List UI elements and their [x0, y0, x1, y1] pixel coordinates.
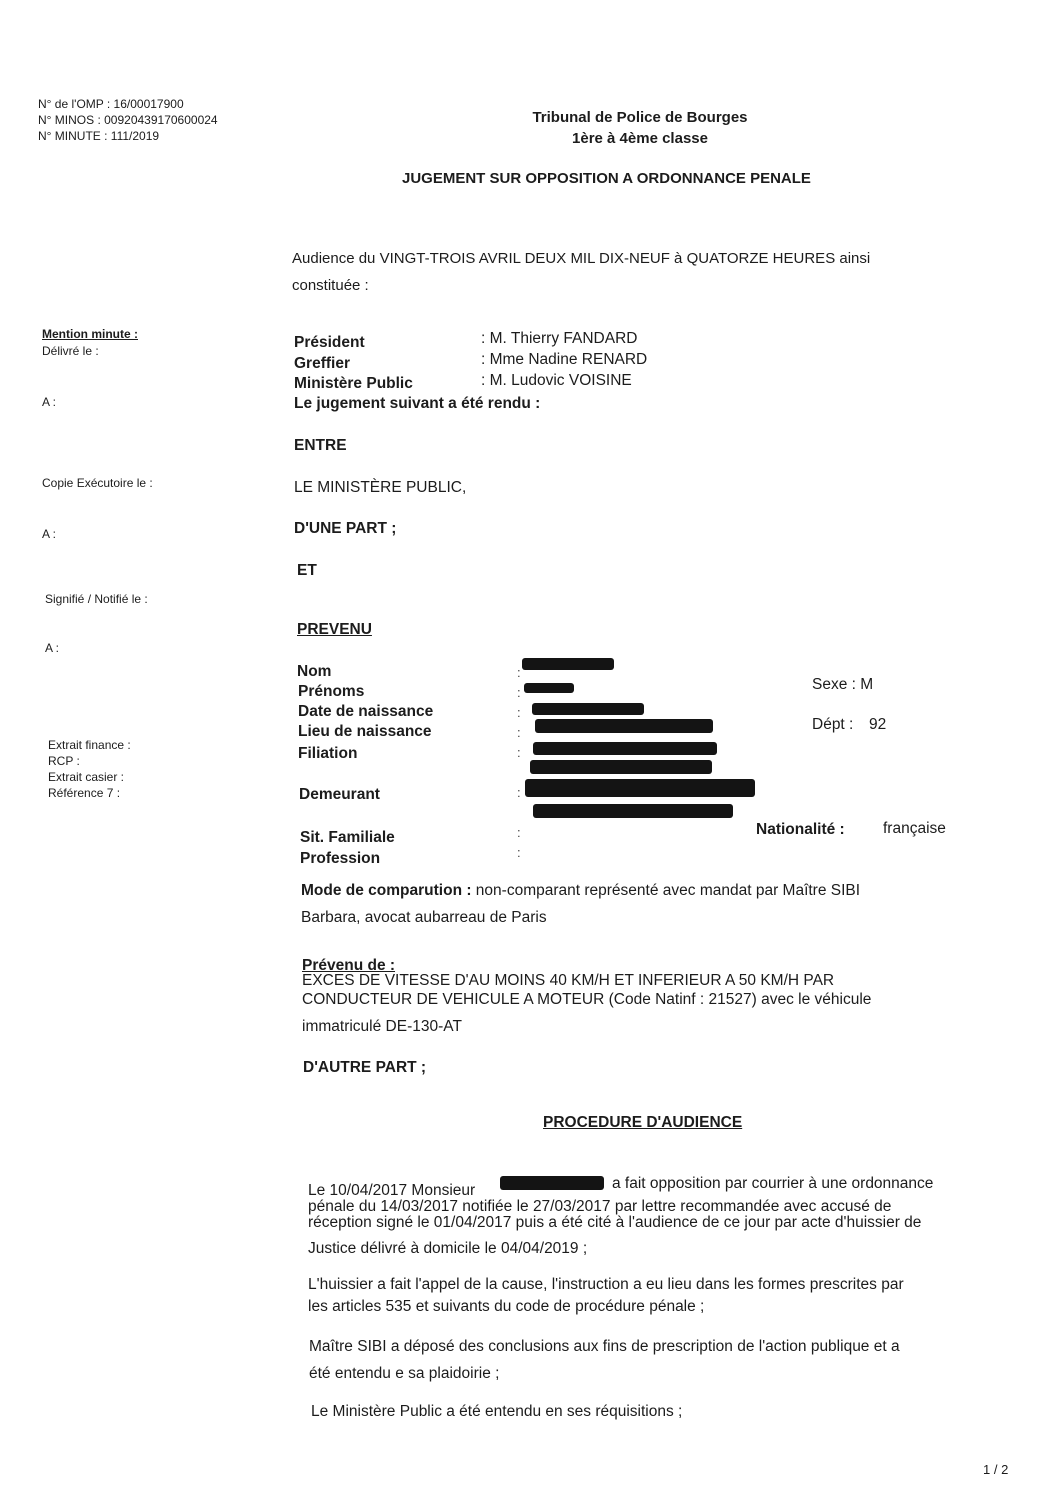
sexe-value: Sexe : M: [812, 676, 874, 693]
procedure-p1-line-2: pénale du 14/03/2017 notifiée le 27/03/2017 par lettre recommandée avec accusé de: [308, 1198, 892, 1215]
jugement-rendu: Le jugement suivant a été rendu :: [294, 395, 541, 412]
autre-part-label: D'AUTRE PART ;: [303, 1059, 427, 1076]
audience-line-2: constituée :: [292, 277, 369, 294]
a-label-3: A :: [45, 641, 60, 655]
document-title: JUGEMENT SUR OPPOSITION A ORDONNANCE PENALE: [402, 170, 811, 187]
redaction-monsieur: [500, 1176, 604, 1190]
extrait-finance-label: Extrait finance :: [48, 738, 131, 752]
court-class: 1ère à 4ème classe: [572, 130, 708, 147]
reference-label: Référence 7 :: [48, 786, 121, 800]
prevenu-field-colons: : : : : : : : :: [517, 665, 521, 860]
prenoms-label: Prénoms: [298, 683, 365, 700]
prevenu-de-label: Prévenu de :: [302, 957, 396, 974]
prevenu-heading: PREVENU: [297, 621, 372, 638]
procedure-p1-start: Le 10/04/2017 Monsieur: [308, 1182, 476, 1199]
page-number: 1 / 2: [983, 1462, 1009, 1477]
comparution-line-1: [301, 882, 860, 900]
procedure-p2-line-1: L'huissier a fait l'appel de la cause, l'instruction a eu lieu dans les formes prescrites par: [308, 1276, 904, 1293]
a-label-1: A :: [42, 395, 57, 409]
president-label: Président: [294, 334, 365, 351]
minos-number: N° MINOS : 00920439170600024: [38, 113, 218, 127]
infraction-line-2: CONDUCTEUR DE VEHICULE A MOTEUR (Code Natinf : 21527) avec le véhicule: [302, 991, 872, 1008]
ministere-public-label: Ministère Public: [294, 375, 413, 392]
et-label: ET: [297, 562, 317, 579]
redaction-filiation-1: [533, 742, 717, 755]
a-label-2: A :: [42, 527, 57, 541]
entre-label: ENTRE: [294, 437, 347, 454]
sit-familiale-label: Sit. Familiale: [300, 829, 395, 846]
ministere-public-party: LE MINISTÈRE PUBLIC,: [294, 479, 467, 496]
infraction-line-1: EXCES DE VITESSE D'AU MOINS 40 KM/H ET INFERIEUR A 50 KM/H PAR: [302, 972, 835, 989]
procedure-p4-line-1: Le Ministère Public a été entendu en ses réquisitions ;: [311, 1403, 683, 1420]
redaction-demeurant-2: [533, 804, 733, 818]
nom-label: Nom: [297, 663, 332, 680]
dept-value: 92: [869, 716, 887, 733]
greffier-label: Greffier: [294, 355, 350, 372]
procedure-title: PROCEDURE D'AUDIENCE: [543, 1114, 743, 1131]
rcp-label: RCP :: [48, 754, 80, 768]
comparution-label: Mode de comparution :: [301, 882, 472, 899]
mention-minute-label: Mention minute :: [42, 327, 138, 341]
infraction-line-3: immatriculé DE-130-AT: [302, 1018, 462, 1035]
lieu-naissance-label: Lieu de naissance: [298, 723, 432, 740]
procedure-p1-end: a fait opposition par courrier à une ordonnance: [612, 1175, 934, 1192]
procedure-p1-line-4: Justice délivré à domicile le 04/04/2019 ;: [308, 1240, 588, 1257]
omp-number: N° de l'OMP : 16/00017900: [38, 97, 184, 111]
procedure-p2-line-2: les articles 535 et suivants du code de procédure pénale ;: [308, 1298, 705, 1315]
profession-label: Profession: [300, 850, 381, 867]
procedure-p3-line-2: été entendu e sa plaidoirie ;: [309, 1365, 500, 1382]
redaction-lieu-naissance: [535, 719, 713, 733]
date-naissance-label: Date de naissance: [298, 703, 434, 720]
redaction-prenoms: [524, 683, 574, 693]
president-value: : M. Thierry FANDARD: [481, 330, 638, 347]
comparution-line-2: Barbara, avocat aubarreau de Paris: [301, 909, 547, 926]
comparution-text: non-comparant représenté avec mandat par Maître SIBI: [471, 882, 861, 899]
audience-line-1: Audience du VINGT-TROIS AVRIL DEUX MIL DIX-NEUF à QUATORZE HEURES ainsi: [292, 250, 871, 267]
ministere-public-value: : M. Ludovic VOISINE: [481, 372, 632, 389]
filiation-label: Filiation: [298, 745, 358, 762]
signifie-label: Signifié / Notifié le :: [45, 592, 148, 606]
delivre-label: Délivré le :: [42, 344, 99, 358]
une-part-label: D'UNE PART ;: [294, 520, 397, 537]
demeurant-label: Demeurant: [299, 786, 380, 803]
copie-executoire-label: Copie Exécutoire le :: [42, 476, 153, 490]
procedure-p1-line-3: réception signé le 01/04/2017 puis a été cité à l'audience de ce jour par acte d'huissier de: [308, 1214, 922, 1231]
nationalite-label: Nationalité :: [756, 821, 845, 838]
dept-label: Dépt :: [812, 716, 854, 733]
redaction-demeurant-1: [525, 779, 755, 797]
minute-number: N° MINUTE : 111/2019: [38, 129, 160, 143]
extrait-casier-label: Extrait casier :: [48, 770, 125, 784]
redaction-nom: [522, 658, 614, 670]
redaction-filiation-2: [530, 760, 712, 774]
court-name: Tribunal de Police de Bourges: [532, 109, 748, 126]
greffier-value: : Mme Nadine RENARD: [481, 351, 648, 368]
redaction-date-naissance: [532, 703, 644, 715]
nationalite-value: française: [883, 820, 946, 837]
procedure-p3-line-1: Maître SIBI a déposé des conclusions aux fins de prescription de l'action publique et a: [309, 1338, 900, 1355]
